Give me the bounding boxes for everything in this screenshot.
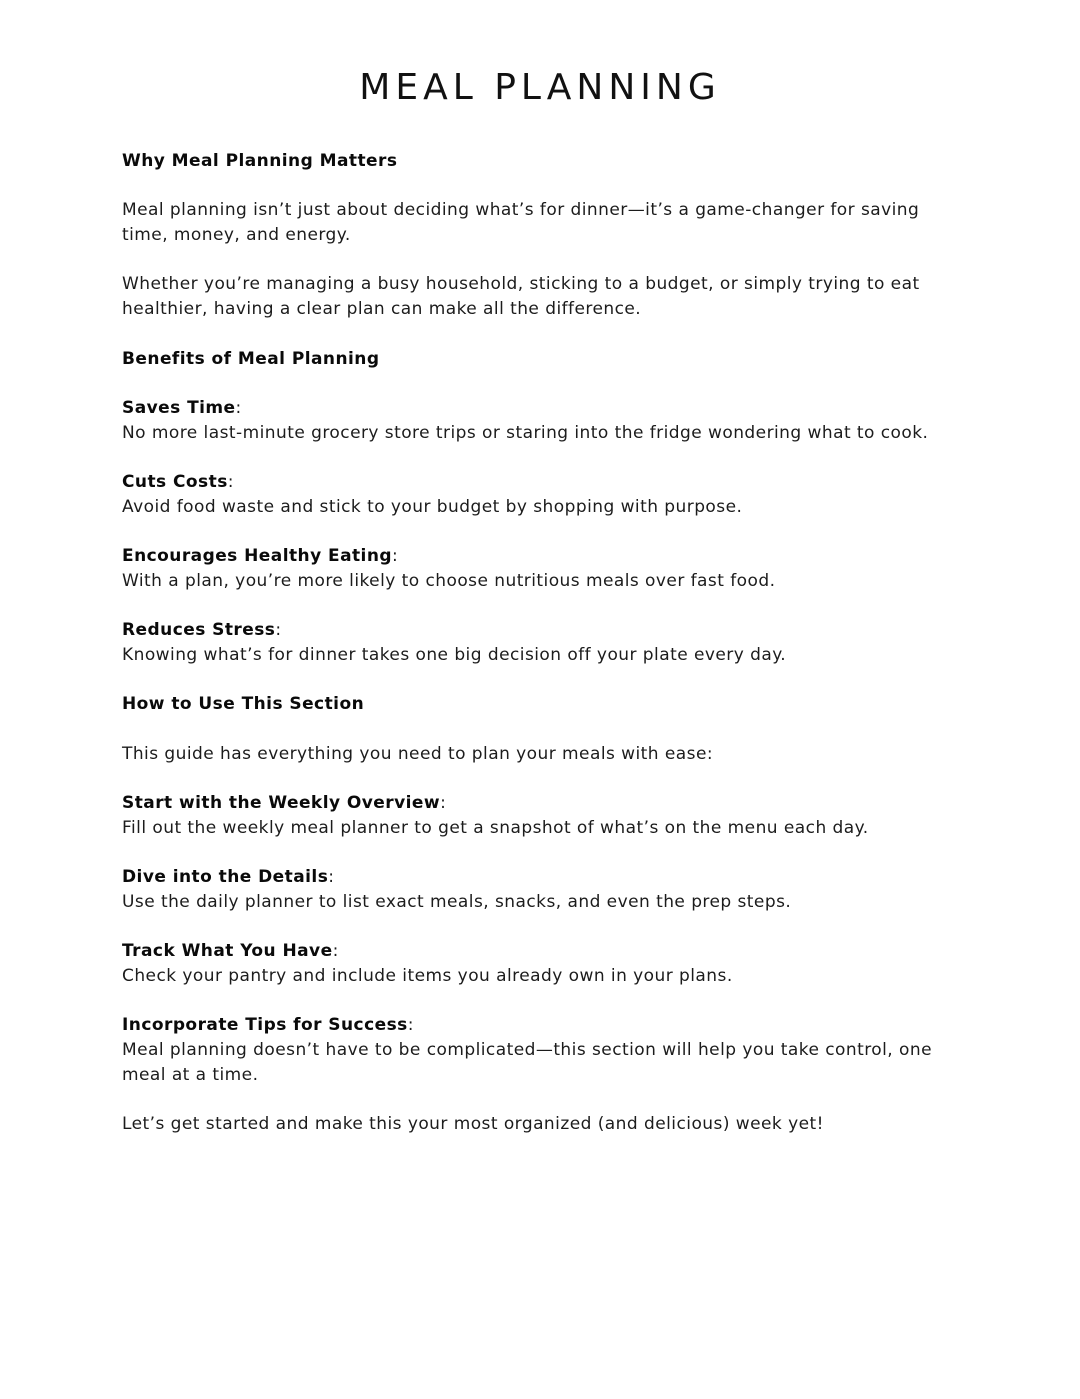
how-item-title: Track What You Have xyxy=(122,941,333,962)
how-item-text: Use the daily planner to list exact meals, snacks, and even the prep steps. xyxy=(122,891,792,912)
benefit-title: Encourages Healthy Eating xyxy=(122,546,393,567)
document-body xyxy=(122,149,962,1162)
how-item-text: Meal planning doesn’t have to be complicated—this section will help you take control, one meal at a time. xyxy=(122,1040,932,1085)
title-colon: : xyxy=(440,793,447,814)
benefit-text: Avoid food waste and stick to your budget by shopping with purpose. xyxy=(122,496,743,517)
how-item-details xyxy=(122,865,962,914)
benefit-text: No more last-minute grocery store trips or staring into the fridge wondering what to cook. xyxy=(122,422,929,443)
how-item-title: Incorporate Tips for Success xyxy=(122,1015,408,1036)
how-item-weekly-overview xyxy=(122,791,962,840)
how-item-text: Fill out the weekly meal planner to get a snapshot of what’s on the menu each day. xyxy=(122,817,869,838)
title-colon: : xyxy=(392,546,399,567)
benefit-item-reduces-stress xyxy=(122,618,962,667)
section-heading-how-to-use: How to Use This Section xyxy=(122,694,365,715)
benefit-item-healthy-eating xyxy=(122,544,962,593)
page-title: MEAL PLANNING xyxy=(359,67,721,108)
benefit-title: Cuts Costs xyxy=(122,472,228,493)
section-heading-benefits: Benefits of Meal Planning xyxy=(122,348,380,369)
title-colon: : xyxy=(227,472,234,493)
how-item-text: Check your pantry and include items you already own in your plans. xyxy=(122,966,733,987)
benefit-title: Reduces Stress xyxy=(122,620,276,641)
how-to-use-intro: This guide has everything you need to plan your meals with ease: xyxy=(122,743,714,764)
benefit-text: Knowing what’s for dinner takes one big decision off your plate every day. xyxy=(122,644,787,665)
benefit-title: Saves Time xyxy=(122,397,236,418)
how-item-track xyxy=(122,939,962,988)
title-colon: : xyxy=(235,397,242,418)
closing-line: Let’s get started and make this your most organized (and delicious) week yet! xyxy=(122,1114,824,1135)
how-item-tips xyxy=(122,1013,962,1087)
benefit-item-saves-time xyxy=(122,396,962,445)
why-paragraph-1: Meal planning isn’t just about deciding what’s for dinner—it’s a game-changer for saving time, money, and energy. xyxy=(122,200,920,246)
why-paragraph-2: Whether you’re managing a busy household, sticking to a budget, or simply trying to eat healthier, having a clear plan can make all the difference. xyxy=(122,274,920,320)
title-colon: : xyxy=(328,867,335,888)
benefit-text: With a plan, you’re more likely to choose nutritious meals over fast food. xyxy=(122,570,776,591)
how-item-title: Start with the Weekly Overview xyxy=(122,793,441,814)
title-colon: : xyxy=(407,1015,414,1036)
title-colon: : xyxy=(332,941,339,962)
title-colon: : xyxy=(275,620,282,641)
section-heading-why: Why Meal Planning Matters xyxy=(122,151,398,171)
how-item-title: Dive into the Details xyxy=(122,867,329,888)
benefit-item-cuts-costs xyxy=(122,470,962,519)
